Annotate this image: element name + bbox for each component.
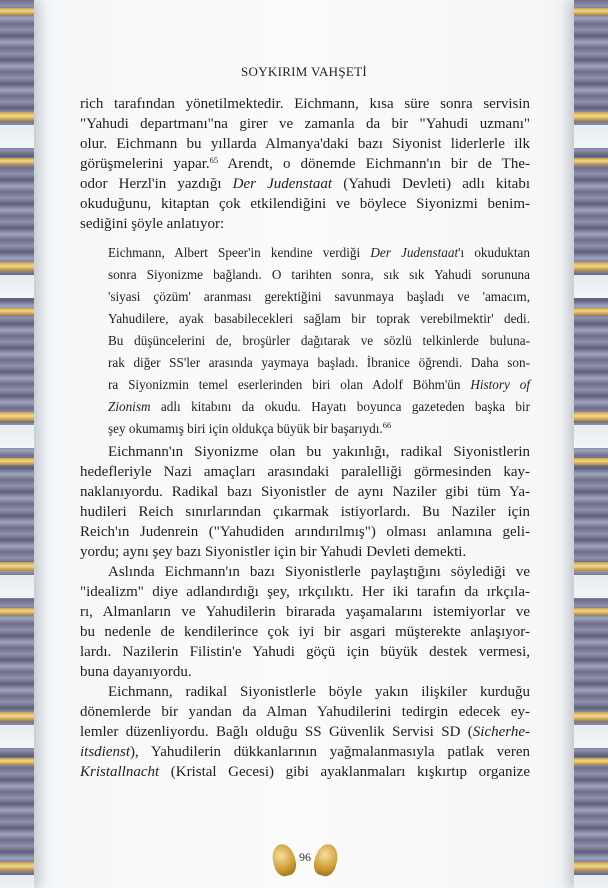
text-run: (Kristal Gecesi) gibi ayaklanmaları kışkırtıp organize bbox=[159, 764, 530, 780]
text-line bbox=[80, 134, 530, 154]
text-run: Eichmann, radikal Siyonistlerle böyle yakın ilişkiler kurduğu bbox=[108, 684, 530, 700]
text-run: bu nedenle de kendilerince çok iyi bir asgari müşterekte anlaşıyor- bbox=[80, 624, 530, 640]
text-run: lemler düzenliyordu. Bağlı olduğu SS Güvenlik Servisi SD ( bbox=[80, 724, 473, 740]
text-line bbox=[108, 418, 530, 440]
paragraph-3 bbox=[80, 562, 530, 682]
text-line bbox=[108, 286, 530, 308]
text-run: dönemlerde bir yandan da Alman Yahudilerini tedirgin edecek ey- bbox=[80, 704, 530, 720]
text-run: ), Yahudilerin dükkanlarının yağmalanmasıyla patlak veren bbox=[130, 744, 530, 760]
text-run: olur. Eichmann bu yıllarda Almanya'daki bazı Siyonist liderlerle ilk bbox=[80, 136, 530, 152]
text-run: yordu; aynı şey bazı Siyonistler için bir Yahudi Devleti demekti. bbox=[80, 544, 467, 560]
text-run: Arendt, o dönemde Eichmann'ın bir de The- bbox=[218, 156, 531, 172]
text-run: buna dayanıyordu. bbox=[80, 664, 192, 680]
text-line bbox=[80, 442, 530, 462]
right-marble-pillar-decoration bbox=[574, 0, 608, 888]
text-line bbox=[108, 374, 530, 396]
gold-ornament-icon bbox=[311, 842, 341, 879]
text-line bbox=[108, 352, 530, 374]
page-number: 96 bbox=[299, 850, 311, 864]
text-run: Eichmann'ın Siyonizme olan bu yakınlığı, radikal Siyonistlerin bbox=[108, 444, 530, 460]
text-run: adlı kitabını da okudu. Hayatı boyunca gazeteden başka bir bbox=[150, 399, 530, 414]
page-content bbox=[80, 94, 530, 888]
text-line bbox=[80, 582, 530, 602]
text-line bbox=[80, 502, 530, 522]
text-run: okuduğunu, kitaptan çok etkilendiğini ve böylece Siyonizmi benim- bbox=[80, 196, 530, 212]
text-line bbox=[80, 174, 530, 194]
text-run: görüşmelerini yapar. bbox=[80, 156, 210, 172]
text-line bbox=[108, 264, 530, 286]
italic-title: History of bbox=[470, 377, 530, 392]
italic-title: Der Judenstaat bbox=[232, 176, 333, 192]
text-run: sediğini şöyle anlatıyor: bbox=[80, 216, 225, 232]
italic-title: Der Judenstaat bbox=[370, 245, 459, 260]
text-run: Aslında Eichmann'ın bazı Siyonistlerle paylaştığını söylediği ve bbox=[108, 564, 530, 580]
text-line bbox=[108, 308, 530, 330]
text-line bbox=[80, 154, 530, 174]
italic-title: itsdienst bbox=[80, 744, 131, 760]
paragraph-1 bbox=[80, 94, 530, 234]
text-run: 'siyasi çözüm' aranması gerektiğini savunmaya başladı ve 'amacım, bbox=[108, 289, 530, 304]
text-run: 'ı okuduktan bbox=[458, 245, 531, 260]
text-run: rak diğer SS'ler arasında yaymaya başladı. İbranice öğrendi. Daha son- bbox=[108, 355, 530, 370]
text-line bbox=[80, 482, 530, 502]
left-marble-pillar-decoration bbox=[0, 0, 34, 888]
italic-title: Kristallnacht bbox=[80, 764, 160, 780]
text-line bbox=[80, 522, 530, 542]
text-run: şey okumamış biri için oldukça büyük bir başarıydı. bbox=[108, 421, 383, 436]
text-run: sonra Siyonizme bağlandı. O tarihten sonra, sık sık Yahudi sorununa bbox=[108, 267, 530, 282]
text-line bbox=[80, 622, 530, 642]
text-line bbox=[80, 94, 530, 114]
text-line bbox=[80, 702, 530, 722]
text-run: "idealizm" diye adlandırdığı şey, ırkçılıktı. Her iki tarafın da ırkçıla- bbox=[80, 584, 530, 600]
text-run: (Yahudi Devleti) adlı kitabı bbox=[332, 176, 531, 192]
block-quote bbox=[108, 242, 530, 440]
text-run: hedefleriyle Nazi amaçları arasındaki paralelliği görmesinden kay- bbox=[80, 464, 530, 480]
footnote-ref: 65 bbox=[209, 155, 219, 165]
text-line bbox=[80, 462, 530, 482]
text-run: hudileri Reich sınırlarından çıkarmak istiyorlardı. Bu Naziler için bbox=[80, 504, 530, 520]
text-line bbox=[80, 742, 530, 762]
text-line bbox=[108, 242, 530, 264]
italic-title: Zionism bbox=[108, 399, 151, 414]
paragraph-4 bbox=[80, 682, 530, 782]
text-run: rich tarafından yönetilmektedir. Eichmann, kısa süre sonra servisin bbox=[80, 96, 530, 112]
text-line bbox=[80, 562, 530, 582]
text-run: "Yahudi departmanı"na girer ve zamanla da bir "Yahudi uzmanı" bbox=[80, 116, 530, 132]
text-line bbox=[108, 330, 530, 352]
text-run: odor Herzl'in yazdığı bbox=[80, 176, 233, 192]
text-run: rı, Almanların ve Yahudilerin birarada yaşamalarını istemiyorlar ve bbox=[80, 604, 530, 620]
text-line bbox=[108, 396, 530, 418]
text-line bbox=[80, 194, 530, 214]
text-run: naklanıyordu. Radikal bazı Siyonistler de aynı Naziler gibi tüm Ya- bbox=[80, 484, 530, 500]
text-run: Bu düşüncelerini de, broşürler dağıtarak ve sözlü telkinlerde buluna- bbox=[108, 333, 530, 348]
text-run: Eichmann, Albert Speer'in kendine verdiği bbox=[108, 245, 371, 260]
text-line bbox=[80, 762, 530, 782]
text-line bbox=[80, 602, 530, 622]
italic-title: Sicherhe- bbox=[472, 724, 530, 740]
text-line bbox=[80, 114, 530, 134]
text-line bbox=[80, 722, 530, 742]
running-header: SOYKIRIM VAHŞETİ bbox=[240, 64, 368, 79]
page-number-ornament bbox=[265, 842, 345, 878]
gold-ornament-icon bbox=[269, 842, 299, 879]
text-run: ra Siyonizmin temel eserlerinden biri olan Adolf Böhm'ün bbox=[108, 377, 471, 392]
text-run: Yahudilere, ayak basabilecekleri sağlam bir toprak verebilmektir' dedi. bbox=[108, 311, 530, 326]
text-line bbox=[80, 682, 530, 702]
footnote-ref: 66 bbox=[382, 420, 392, 430]
text-run: lardı. Nazilerin Filistin'e Yahudi göçü için büyük destek vermesi, bbox=[80, 644, 530, 660]
text-line bbox=[80, 642, 530, 662]
text-run: Reich'ın Judenrein ("Yahudiden arındırılmış") olması anlamına geli- bbox=[80, 524, 530, 540]
text-line bbox=[80, 662, 530, 682]
paragraph-2 bbox=[80, 442, 530, 562]
text-line bbox=[80, 214, 530, 234]
text-line bbox=[80, 542, 530, 562]
